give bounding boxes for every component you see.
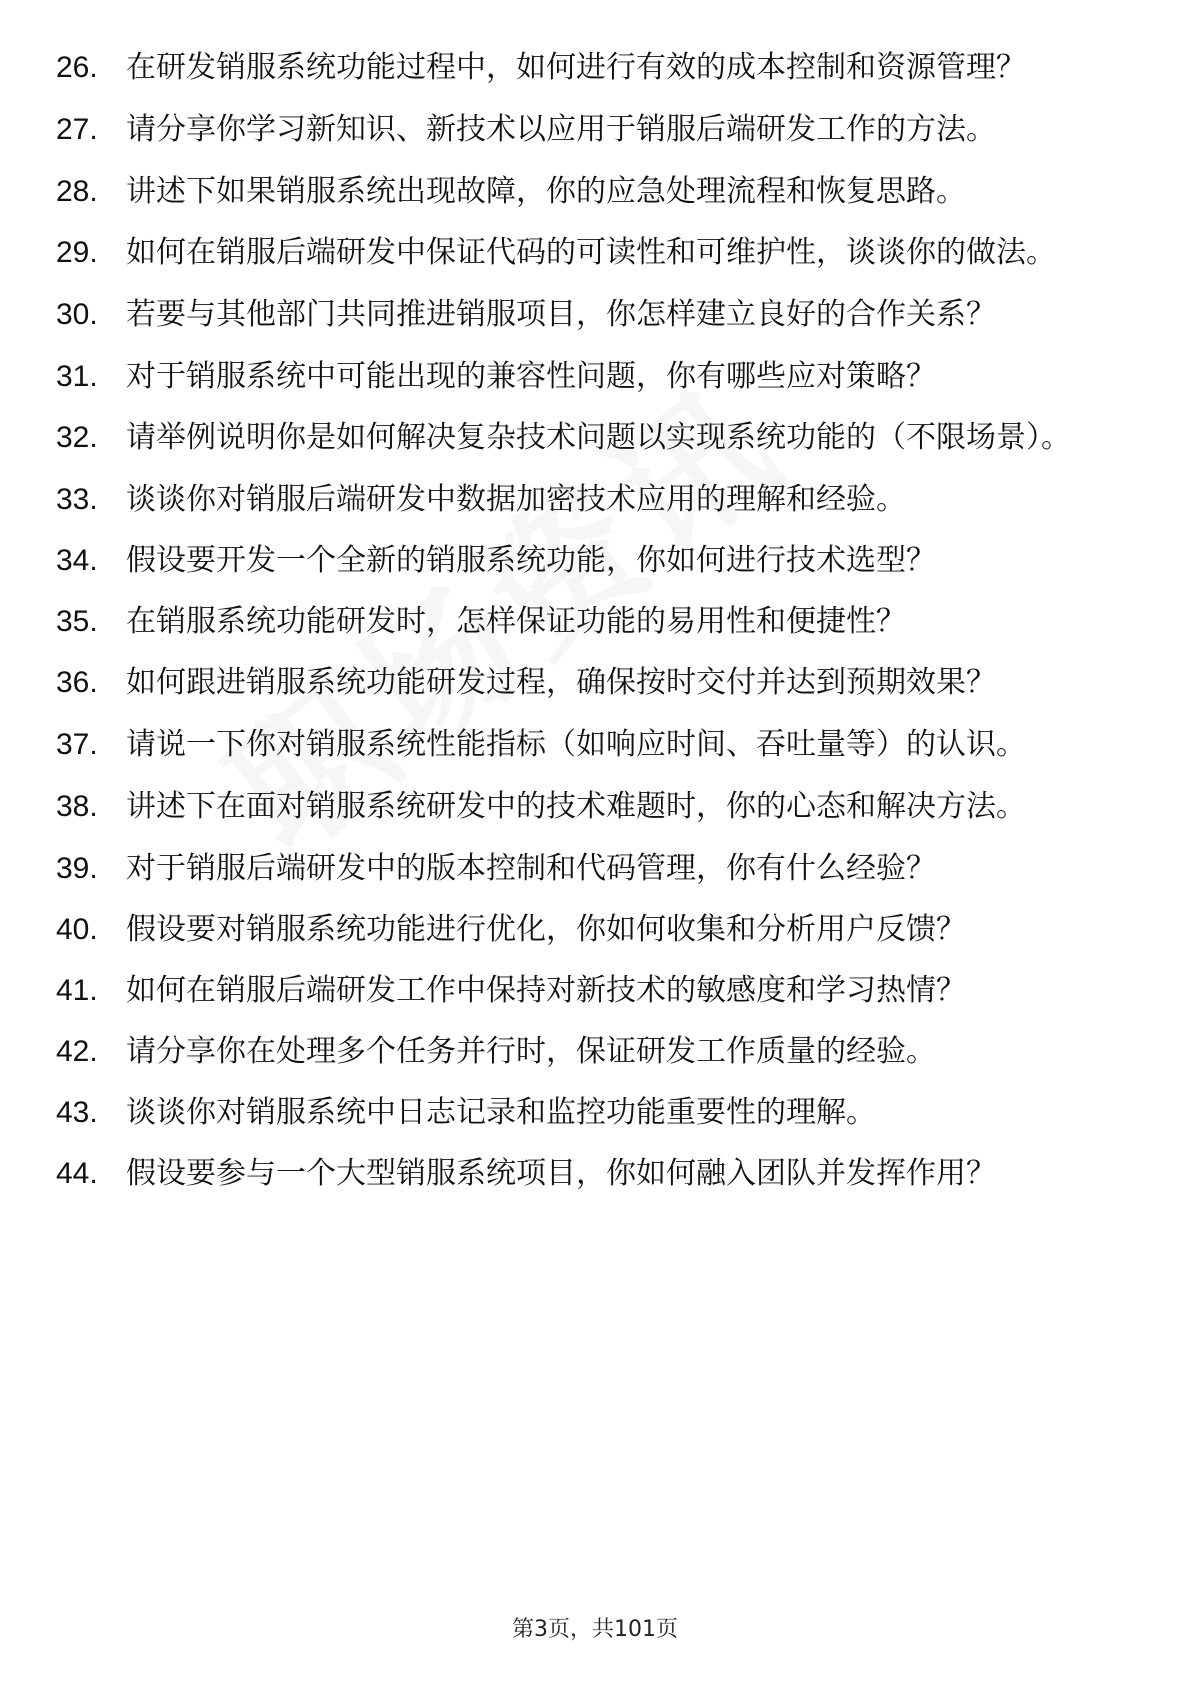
question-text: 假设要对销服系统功能进行优化，你如何收集和分析用户反馈？ [126,912,966,947]
question-number: 39. [56,852,98,885]
question-item [56,971,1116,1011]
question-item [56,1154,1116,1194]
question-text: 对于销服系统中可能出现的兼容性问题，你有哪些应对策略？ [126,359,936,394]
question-item [56,602,1116,642]
question-number: 37. [56,728,98,761]
question-text: 讲述下如果销服系统出现故障，你的应急处理流程和恢复思路。 [126,174,966,209]
question-number: 40. [56,913,98,946]
question-text: 对于销服后端研发中的版本控制和代码管理，你有什么经验？ [126,851,936,886]
question-number: 38. [56,790,98,823]
question-text: 谈谈你对销服系统中日志记录和监控功能重要性的理解。 [126,1095,876,1130]
question-number: 32. [56,421,98,454]
question-item [56,725,1116,765]
question-item [56,357,1116,397]
question-text: 谈谈你对销服后端研发中数据加密技术应用的理解和经验。 [126,482,906,517]
question-number: 31. [56,360,98,393]
question-text: 如何在销服后端研发工作中保持对新技术的敏感度和学习热情？ [126,973,966,1008]
question-text: 如何跟进销服系统功能研发过程，确保按时交付并达到预期效果？ [126,665,996,700]
question-item [56,1093,1116,1133]
question-item [56,480,1116,520]
question-number: 34. [56,544,98,577]
question-item [56,663,1116,703]
question-number: 33. [56,483,98,516]
question-number: 28. [56,175,98,208]
question-text: 若要与其他部门共同推进销服项目，你怎样建立良好的合作关系？ [126,297,996,332]
question-number: 41. [56,974,98,1007]
question-text: 如何在销服后端研发中保证代码的可读性和可维护性，谈谈你的做法。 [126,235,1056,270]
question-text: 假设要开发一个全新的销服系统功能，你如何进行技术选型？ [126,543,936,578]
question-item [56,48,1116,88]
question-item [56,418,1116,458]
question-text: 请分享你在处理多个任务并行时，保证研发工作质量的经验。 [126,1034,936,1069]
question-number: 43. [56,1096,98,1129]
question-list [56,48,1116,1216]
question-item [56,910,1116,950]
question-number: 27. [56,113,98,146]
question-number: 42. [56,1035,98,1068]
question-item [56,849,1116,889]
question-text: 在研发销服系统功能过程中，如何进行有效的成本控制和资源管理？ [126,50,1026,85]
question-item [56,787,1116,827]
question-text: 请说一下你对销服系统性能指标（如响应时间、吞吐量等）的认识。 [126,727,1026,762]
question-number: 30. [56,298,98,331]
question-item [56,541,1116,581]
question-number: 29. [56,236,98,269]
question-text: 请分享你学习新知识、新技术以应用于销服后端研发工作的方法。 [126,112,996,147]
question-text: 讲述下在面对销服系统研发中的技术难题时，你的心态和解决方法。 [126,789,1026,824]
question-item [56,172,1116,212]
question-number: 35. [56,605,98,638]
question-number: 36. [56,666,98,699]
question-number: 44. [56,1157,98,1190]
page-number: 第3页，共101页 [512,1617,678,1642]
question-item [56,295,1116,335]
question-text: 假设要参与一个大型销服系统项目，你如何融入团队并发挥作用？ [126,1156,996,1191]
question-item [56,110,1116,150]
question-item [56,233,1116,273]
question-item [56,1032,1116,1072]
question-number: 26. [56,51,98,84]
question-text: 在销服系统功能研发时，怎样保证功能的易用性和便捷性？ [126,604,906,639]
question-text: 请举例说明你是如何解决复杂技术问题以实现系统功能的（不限场景）。 [126,420,1071,455]
